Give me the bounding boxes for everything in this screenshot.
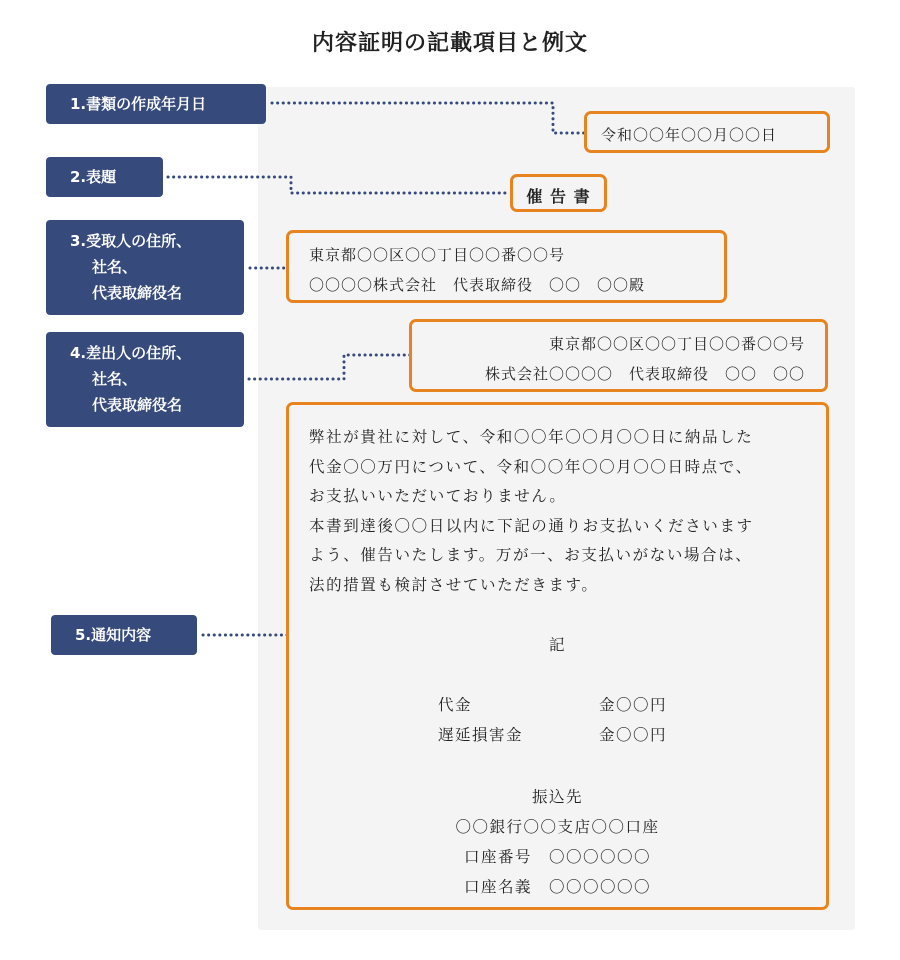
document-date: 令和〇〇年〇〇月〇〇日 — [601, 126, 778, 144]
label-date: 1.書類の作成年月日 — [46, 84, 266, 124]
amount-item: 代金 — [438, 696, 473, 714]
amount-item: 遅延損害金 — [438, 726, 524, 744]
connector-sender — [249, 355, 415, 379]
transfer-bank: 〇〇銀行〇〇支店〇〇口座 — [455, 818, 660, 836]
sender-box — [409, 319, 828, 392]
body-line: 弊社が貴社に対して、令和〇〇年〇〇月〇〇日に納品した — [309, 428, 754, 446]
sender-name: 株式会社〇〇〇〇 代表取締役 〇〇 〇〇 — [484, 365, 805, 383]
recipient-address: 東京都〇〇区〇〇丁目〇〇番〇〇号 — [309, 246, 566, 264]
connector-heading — [168, 177, 507, 193]
notice-box — [286, 402, 829, 910]
body-line: 法的措置も検討させていただきます。 — [309, 576, 599, 594]
label-recipient: 3.受取人の住所、 社名、 代表取締役名 — [46, 220, 244, 315]
connector-date — [272, 103, 597, 133]
page-title: 内容証明の記載項目と例文 — [311, 31, 588, 56]
label-heading: 2.表題 — [46, 157, 163, 197]
sender-address: 東京都〇〇区〇〇丁目〇〇番〇〇号 — [548, 335, 805, 353]
body-line: お支払いいただいておりません。 — [309, 487, 567, 505]
document-heading: 催 告 書 — [526, 187, 591, 206]
body-line: 本書到達後〇〇日以内に下記の通りお支払いくださいます — [309, 517, 754, 535]
ki-heading: 記 — [548, 636, 566, 654]
transfer-account-number: 口座番号 〇〇〇〇〇〇 — [463, 848, 651, 866]
transfer-heading: 振込先 — [531, 788, 583, 806]
heading-box — [510, 174, 607, 212]
transfer-account-name: 口座名義 〇〇〇〇〇〇 — [463, 878, 651, 896]
amount-value: 金〇〇円 — [599, 696, 668, 714]
date-box — [584, 111, 830, 153]
body-line: よう、催告いたします。万が一、お支払いがない場合は、 — [309, 546, 753, 564]
label-sender: 4.差出人の住所、 社名、 代表取締役名 — [46, 332, 244, 427]
recipient-box — [286, 230, 727, 303]
label-notice: 5.通知内容 — [51, 615, 197, 655]
body-line: 代金〇〇万円について、令和〇〇年〇〇月〇〇日時点で、 — [309, 458, 753, 476]
recipient-name: 〇〇〇〇株式会社 代表取締役 〇〇 〇〇殿 — [309, 276, 646, 294]
amount-value: 金〇〇円 — [599, 726, 668, 744]
